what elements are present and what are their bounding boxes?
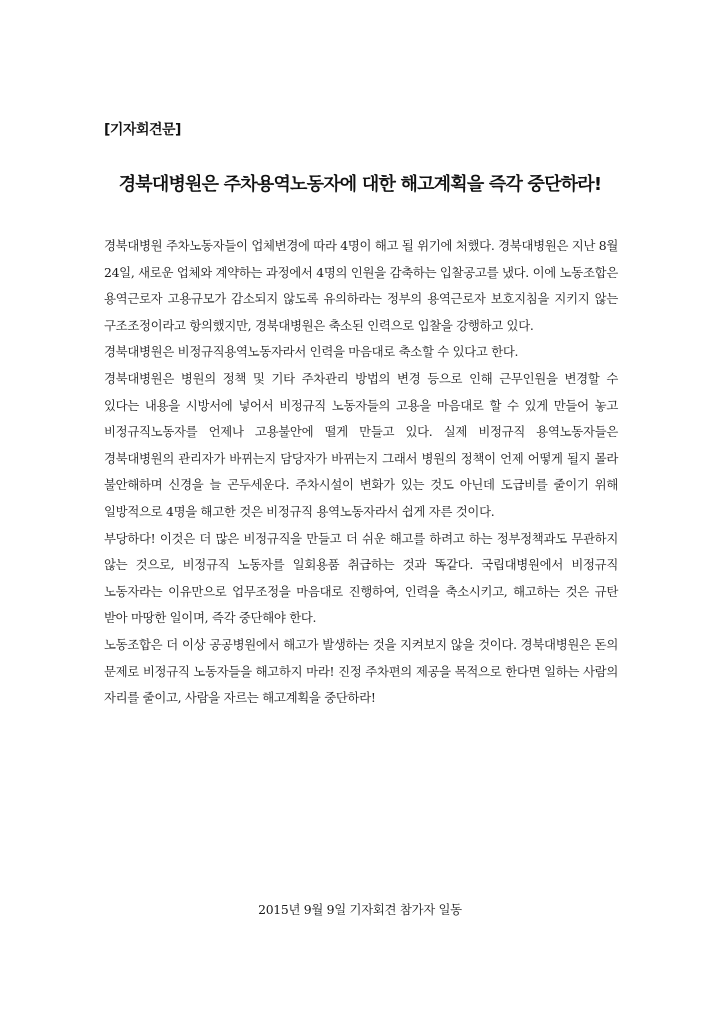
body-paragraph: 경북대병원 주차노동자들이 업체변경에 따라 4명이 해고 될 위기에 처했다. 경북대병원은 지난 8월 24일, 새로운 업체와 계약하는 과정에서 4명의 인원을 감축하는 입찰공고를 냈다. 이에 노동조합은 용역근로자 고용규모가 감소되지 않도록 유의하라는 정부의 용역근로자 보호지침을 지키지 않는 구조조정이라고 항의했지만, 경북대병원은 축소된 인력으로 입찰을 강행하고 있다. [104, 238, 618, 333]
document-type-tag: [기자회견문] [104, 122, 181, 138]
signature-line: 2015년 9월 9일 기자회견 참가자 일동 [258, 902, 462, 917]
page-title: 경북대병원은 주차용역노동자에 대한 해고계획을 즉각 중단하라! [118, 174, 602, 195]
body-paragraph: 노동조합은 더 이상 공공병원에서 해고가 발생하는 것을 지켜보지 않을 것이다. 경북대병원은 돈의 문제로 비정규직 노동자들을 해고하지 마라! 진정 주차편의 제공을 목적으로 한다면 일하는 사람의 자리를 줄이고, 사람을 자르는 해고계획을 중단하라! [104, 636, 618, 706]
body-paragraph: 경북대병원은 병원의 정책 및 기타 주차관리 방법의 변경 등으로 인해 근무인원을 변경할 수 있다는 내용을 시방서에 넣어서 비정규직 노동자들의 고용을 마음대로 할 수 있게 만들어 놓고 비정규직노동자를 언제나 고용불안에 떨게 만들고 있다. 실제 비정규직 용역노동자들은 경북대병원의 관리자가 바뀌는지 담당자가 바뀌는지 그래서 병원의 정책이 언제 어떻게 될지 몰라 불안해하며 신경을 늘 곤두세운다. 주차시설이 변화가 있는 것도 아닌데 도급비를 줄이기 위해 일방적으로 4명을 해고한 것은 비정규직 용역노동자라서 쉽게 자른 것이다. [104, 370, 618, 519]
document-body [104, 233, 618, 712]
body-paragraph: 부당하다! 이것은 더 많은 비정규직을 만들고 더 쉬운 해고를 하려고 하는 정부정책과도 무관하지 않는 것으로, 비정규직 노동자를 일회용품 취급하는 것과 똑같다. 국립대병원에서 비정규직 노동자라는 이유만으로 업무조정을 마음대로 진행하여, 인력을 축소시키고, 해고하는 것은 규탄 받아 마땅한 일이며, 즉각 중단해야 한다. [104, 530, 618, 626]
body-paragraph: 경북대병원은 비정규직용역노동자라서 인력을 마음대로 축소할 수 있다고 한다. [104, 344, 519, 360]
